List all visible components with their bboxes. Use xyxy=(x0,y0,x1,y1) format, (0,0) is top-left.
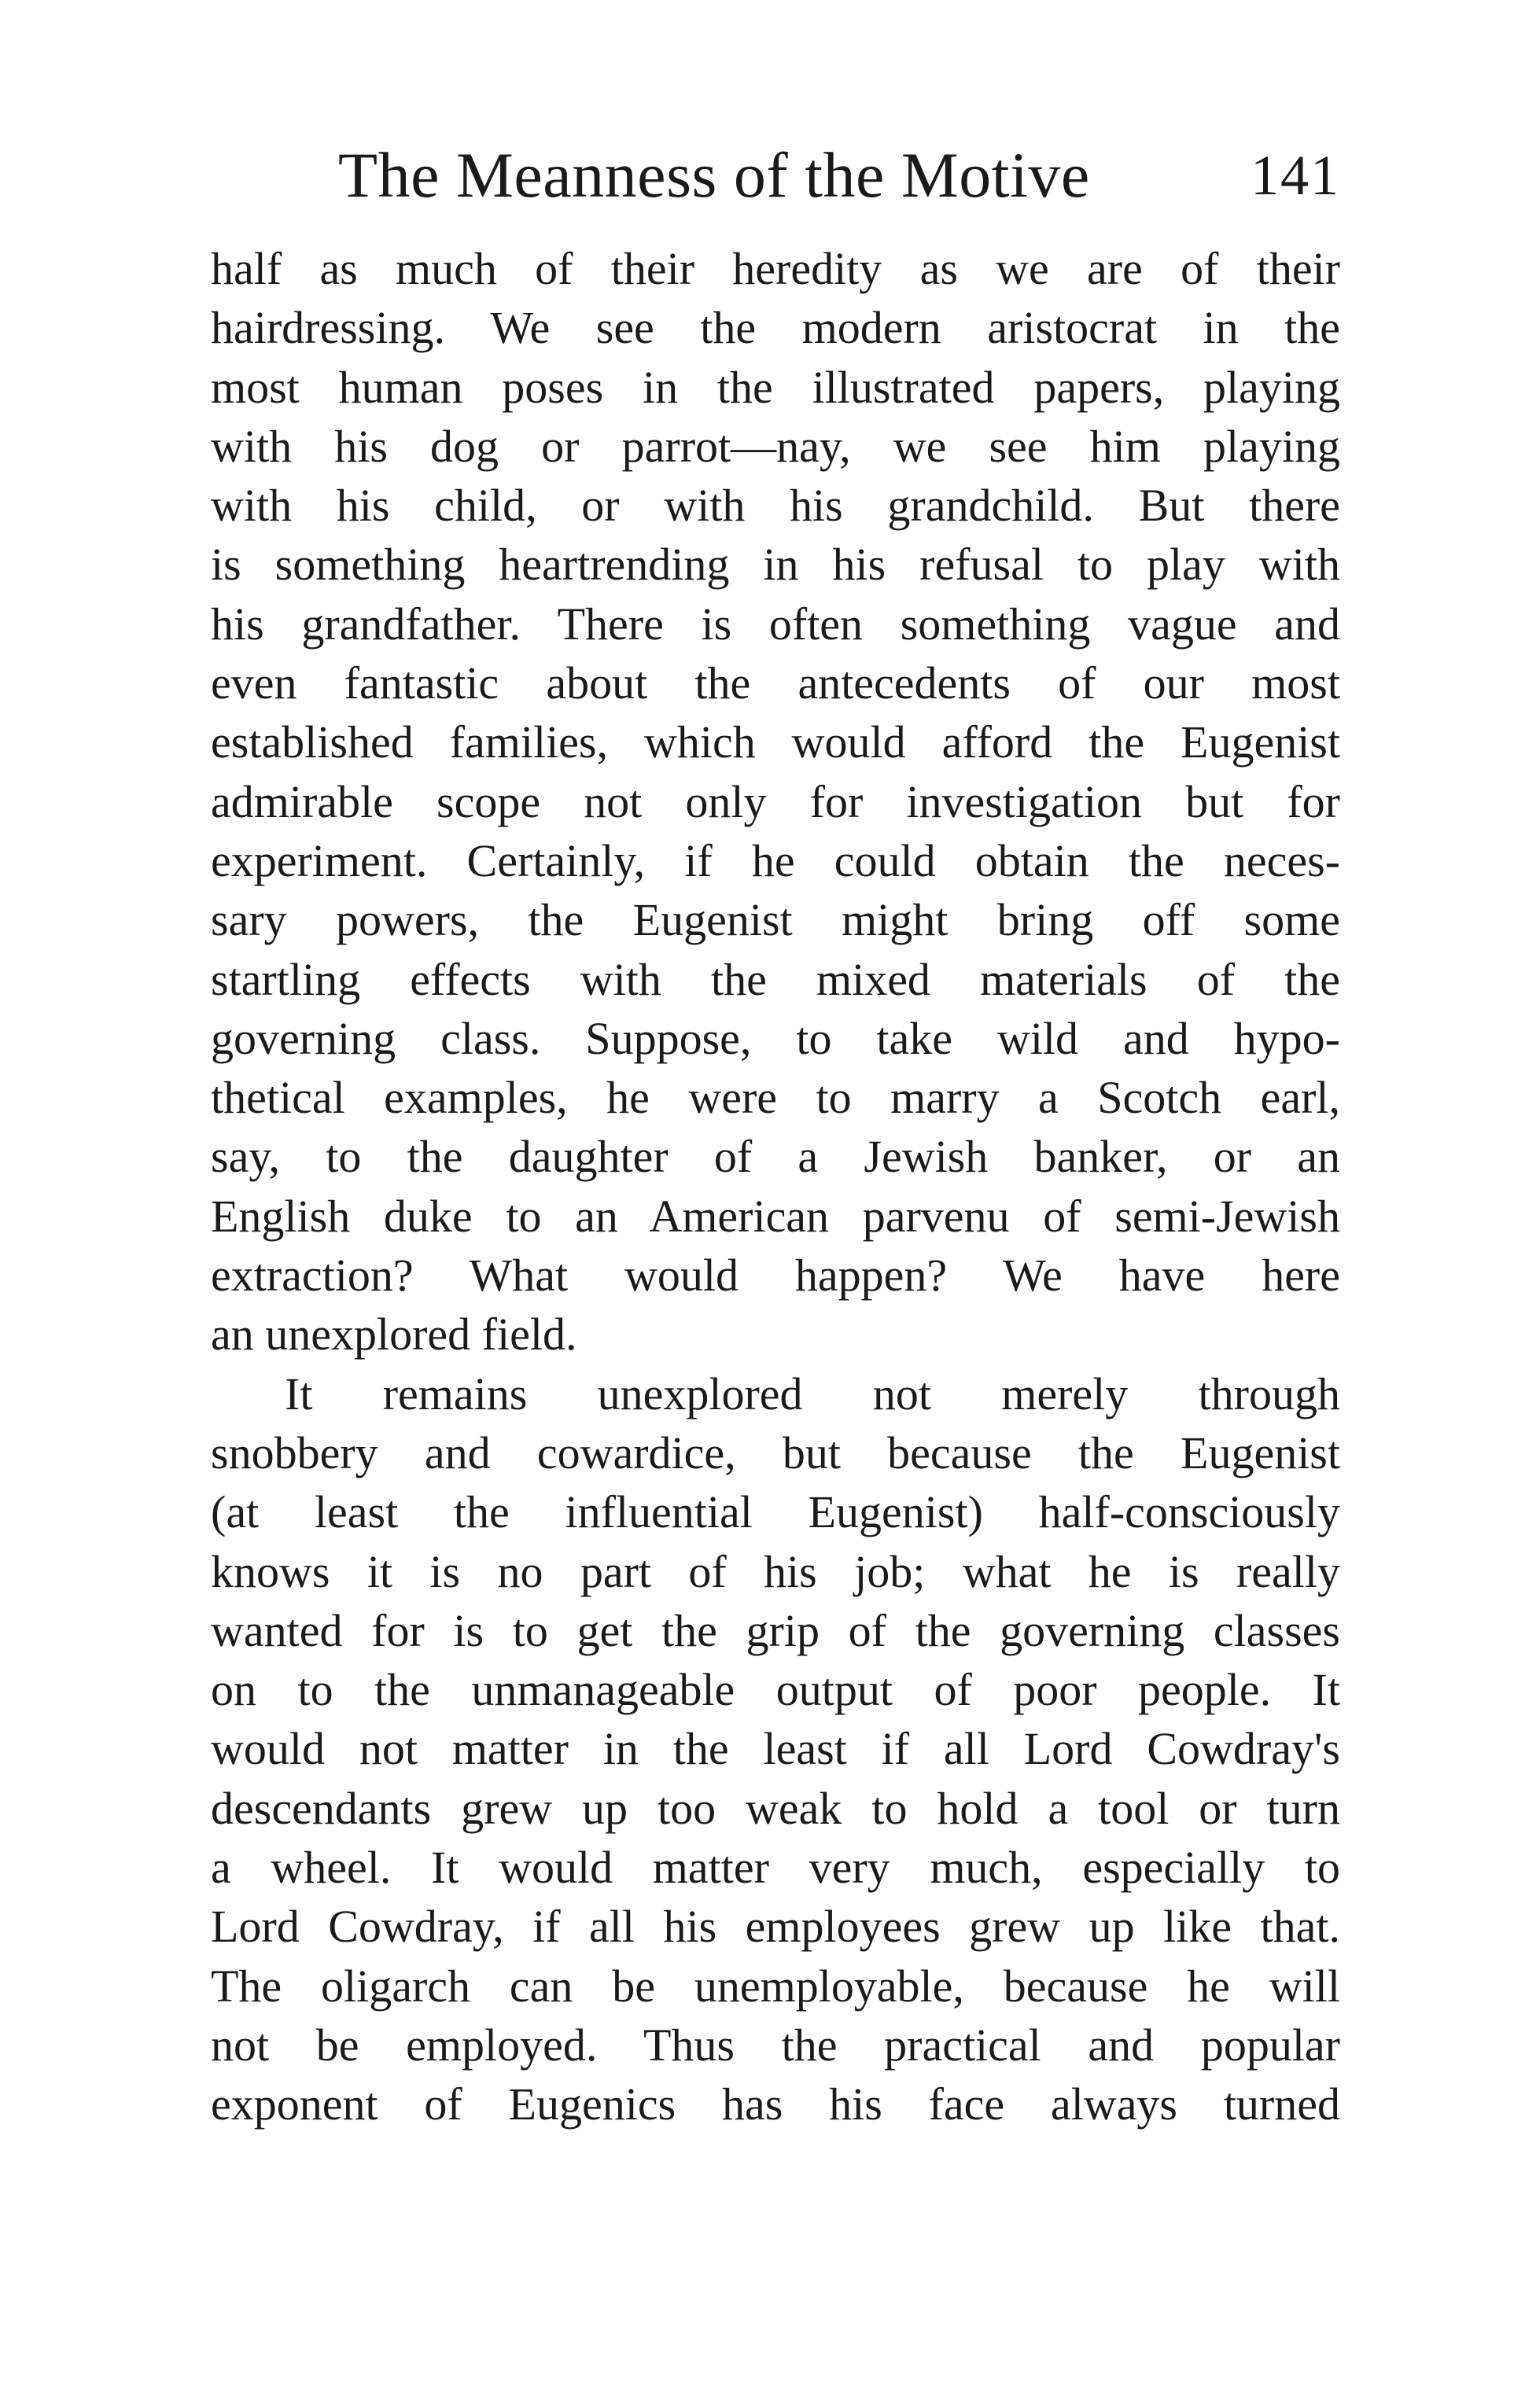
text-line: English duke to an American parvenu of semi-Jewish xyxy=(211,1190,1340,1242)
text-line: is something heartrending in his refusal to play with xyxy=(211,539,1340,591)
text-line: knows it is no part of his job; what he is really xyxy=(211,1545,1340,1597)
text-line: It remains unexplored not merely through xyxy=(285,1368,1340,1419)
body-text xyxy=(211,239,1340,2134)
text-line: Lord Cowdray, if all his employees grew up like that. xyxy=(211,1901,1340,1953)
page-number: 141 xyxy=(1251,144,1340,207)
text-line: sary powers, the Eugenist might bring off some xyxy=(211,894,1340,946)
text-line: on to the unmanageable output of poor people. It xyxy=(211,1664,1340,1716)
text-line: wanted for is to get the grip of the governing classes xyxy=(211,1604,1340,1656)
text-line: startling effects with the mixed materials of the xyxy=(211,953,1340,1005)
text-line: with his child, or with his grandchild. But there xyxy=(211,480,1340,532)
text-line: half as much of their heredity as we are of their xyxy=(211,243,1340,294)
text-line: hairdressing. We see the modern aristocrat in the xyxy=(211,302,1340,354)
text-line: an unexplored field. xyxy=(211,1309,577,1360)
paragraph-2 xyxy=(211,1364,1340,2134)
text-line: admirable scope not only for investigation but for xyxy=(211,775,1340,827)
text-line: exponent of Eugenics has his face always turned xyxy=(211,2078,1340,2130)
text-line: The oligarch can be unemployable, because he will xyxy=(211,1960,1340,2012)
text-line: experiment. Certainly, if he could obtain the neces- xyxy=(211,834,1340,886)
text-line: (at least the influential Eugenist) half-consciously xyxy=(211,1486,1340,1538)
text-line: thetical examples, he were to marry a Scotch earl, xyxy=(211,1072,1340,1124)
text-line: his grandfather. There is often something vague and xyxy=(211,598,1340,650)
text-line: a wheel. It would matter very much, especially to xyxy=(211,1842,1340,1894)
text-line: governing class. Suppose, to take wild and hypo- xyxy=(211,1012,1340,1064)
text-line: descendants grew up too weak to hold a tool or turn xyxy=(211,1782,1340,1834)
text-line: established families, which would afford the Eugenist xyxy=(211,716,1340,768)
running-head xyxy=(211,132,1340,219)
text-line: with his dog or parrot—nay, we see him playing xyxy=(211,420,1340,472)
text-line: would not matter in the least if all Lord Cowdray's xyxy=(211,1723,1340,1775)
text-line: most human poses in the illustrated papers, playing xyxy=(211,361,1340,413)
paragraph-1 xyxy=(211,239,1340,1364)
text-line: even fantastic about the antecedents of our most xyxy=(211,657,1340,709)
running-title: The Meanness of the Motive xyxy=(338,139,1090,211)
text-line: not be employed. Thus the practical and popular xyxy=(211,2019,1340,2071)
text-line: extraction? What would happen? We have here xyxy=(211,1250,1340,1302)
text-line: say, to the daughter of a Jewish banker, or an xyxy=(211,1131,1340,1183)
text-line: snobbery and cowardice, but because the Eugenist xyxy=(211,1427,1340,1478)
